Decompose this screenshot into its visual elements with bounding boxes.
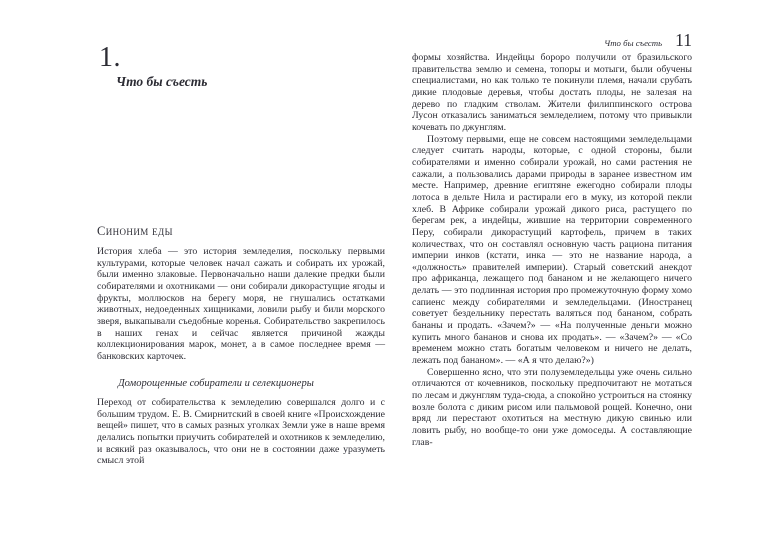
page-number: 11 xyxy=(675,30,692,50)
paragraph: Совершенно ясно, что эти полуземледельцы уже очень сильно отличаются от кочевников, поскольку предпочитают не мотаться по лесам и джунглям туда-сюда, а спокойно устроиться на стоянку возле болота с диким рисом или пальмовой рощей. Конечно, они вряд ли перестают охотиться на местную дикую свинью или ловить рыбу, но вообще-то они уже домоседы. А составляющие глав- xyxy=(412,366,692,448)
left-page xyxy=(97,0,385,540)
paragraph: формы хозяйства. Индейцы бороро получили от бразильского правительства землю и семена, топоры и мотыги, были обучены специалистами, но как только те покинули племя, начали срубать дикие плодовые деревья, чтобы достать плоды, не залезая на дерево по гладким стволам. Жители филиппинского острова Лусон отказались заниматься земледелием, потому что привыкли кочевать по джунглям. xyxy=(412,52,692,133)
running-header: Что бы съесть xyxy=(604,38,663,48)
right-page-text-block xyxy=(412,52,692,448)
paragraph: История хлеба — это история земледелия, поскольку первыми культурами, которые человек начал сажать и собирать их урожай, были именно злаковые. Первоначально наши далекие предки были собирателями и охотниками — они собирали дикорастущие ягоды и фрукты, моллюсков на берегу моря, не гнушались остатками животных, недоеденных хищниками, ловили рыбу и били морского зверя, выкапывали съедобные коренья. Собирательство закрепилось в наших генах и сейчас является причиной жажды коллекционирования марок, монет, а в самое последнее время — банковских карточек. xyxy=(97,246,385,362)
section-heading: Синоним еды xyxy=(97,224,173,238)
paragraph: Переход от собирательства к земледелию совершался долго и с большим трудом. Е. В. Смирнитский в своей книге «Происхождение вещей» пишет, что в самых разных уголках Земли уже в наше время делались попытки приучить собирателей и охотников к земледелию, и всякий раз оказывалось, что они не в состоянии даже уразуметь смысл этой xyxy=(97,397,385,467)
paragraph: Поэтому первыми, еще не совсем настоящими земледельцами следует считать народы, которые, с одной стороны, были собирателями и именно собирали урожай, но сами растения не сажали, а пользовались дарами природы в заранее известном им месте. Например, древние египтяне ежегодно собирали плоды лотоса в дельте Нила и растирали его в муку, из которой пекли хлеб. В Африке собирали урожай дикого риса, растущего по берегам рек, а индейцы, жившие на территории современного Перу, собирали дикорастущий картофель, причем в таких количествах, что он составлял основную часть рациона питания империи инков (кстати, инка — это не название народа, а «должность» правителей империи). Старый советский анекдот про африканца, лежащего под бананом и не желающего ничего делать — это подлинная история про промежуточную форму хомо сапиенс между собирателями и земледельцами. (Иностранец советует бездельнику перестать валяться под бананом, собрать бананы и продать. «Зачем?» — «На полученные деньги можно купить много бананов и снова их продать». — «Зачем?» — «Со временем можно стать богатым человеком и ничего не делать, лежать под бананом». — «А я что делаю?») xyxy=(412,133,692,367)
chapter-title: Что бы съесть xyxy=(116,74,208,89)
right-page xyxy=(412,0,692,540)
left-page-text-block xyxy=(97,397,385,467)
running-header-row xyxy=(412,30,692,50)
subsection-heading: Доморощенные собиратели и селекционеры xyxy=(118,378,314,389)
left-page-text-block xyxy=(97,246,385,363)
chapter-number: 1. xyxy=(99,42,121,73)
